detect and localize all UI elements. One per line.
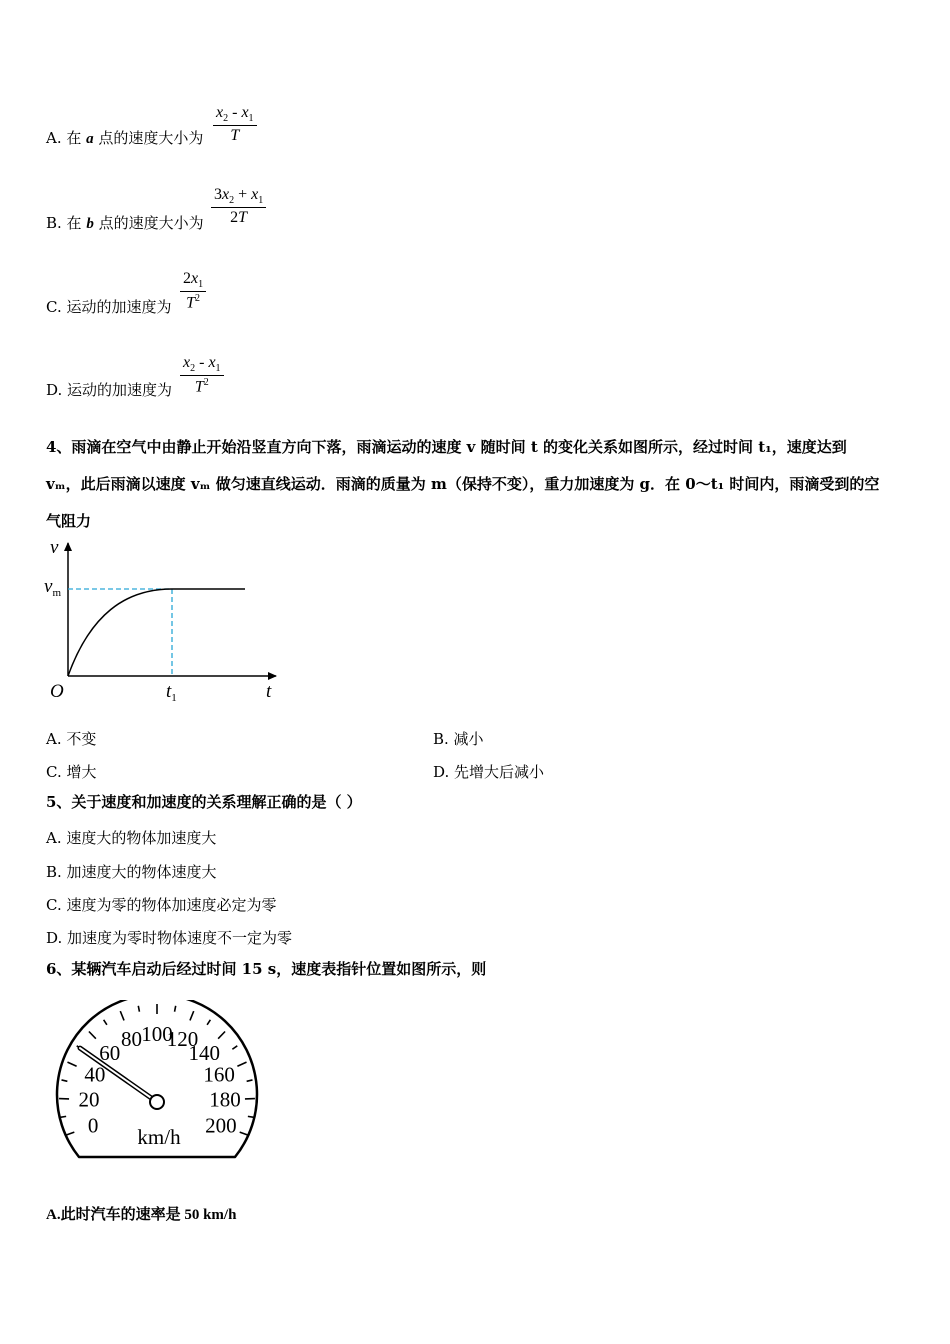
q4-option-d: D. 先增大后减小: [433, 763, 545, 781]
gauge-tick-label: 20: [78, 1087, 100, 1112]
option-d-prefix: D. 运动的加速度为: [46, 381, 173, 399]
q5-stem: 5、关于速度和加速度的关系理解正确的是（ ）: [46, 793, 362, 811]
q4-line2: vₘ，此后雨滴以速度 vₘ 做匀速直线运动．雨滴的质量为 m（保持不变），重力加速度为 g．在 0～t₁ 时间内，雨滴受到的空: [46, 475, 880, 493]
option-b-prev: [46, 212, 204, 233]
x-axis-label: t: [266, 681, 272, 702]
fraction-c-numerator: $2x_1$: [180, 270, 206, 292]
q6-stem: 6、某辆汽车启动后经过时间 15 s，速度表指针位置如图所示，则: [46, 960, 487, 978]
velocity-curve: [68, 589, 245, 676]
gauge-hub: [150, 1095, 164, 1109]
fraction-d: [180, 354, 224, 397]
origin-label: O: [50, 681, 64, 702]
fraction-a-denominator: T: [230, 127, 240, 145]
gauge-tick-label: 80: [121, 1026, 143, 1051]
gauge-tick-label: 140: [188, 1041, 220, 1066]
gauge-tick: [247, 1080, 253, 1081]
gauge-tick: [60, 1116, 66, 1117]
q4-line1: 4、雨滴在空气中由静止开始沿竖直方向下落，雨滴运动的速度 v 随时间 t 的变化关系如图所示，经过时间 t₁，速度达到: [46, 438, 847, 456]
gauge-tick: [207, 1020, 210, 1025]
gauge-tick-label: 60: [99, 1041, 121, 1066]
gauge-tick-label: 160: [203, 1062, 235, 1087]
fraction-c: [180, 270, 206, 313]
fraction-a: [213, 104, 257, 145]
fraction-a-numerator: $x_2 - x_1$: [213, 104, 257, 126]
y-axis-label: v: [50, 537, 59, 558]
fraction-c-denominator: $T^2$: [186, 293, 200, 312]
option-a-var: a: [86, 131, 94, 147]
q4-line3: 气阻力: [46, 512, 92, 530]
fraction-b-numerator: $3x_2 + x_1$: [211, 186, 266, 208]
fraction-d-denominator: $T^2$: [194, 377, 209, 396]
speedometer: [55, 1000, 265, 1165]
gauge-tick: [232, 1046, 237, 1049]
q4-option-c: C. 增大: [46, 763, 97, 781]
q5-option-b: B. 加速度大的物体速度大: [46, 863, 217, 881]
q5-option-c: C. 速度为零的物体加速度必定为零: [46, 896, 277, 914]
q4-option-a: A. 不变: [46, 730, 97, 748]
gauge-tick: [190, 1011, 194, 1020]
gauge-tick-label: 100: [141, 1022, 173, 1046]
gauge-tick: [175, 1006, 176, 1012]
q6-option-a: A.此时汽车的速率是 50 km/h: [46, 1207, 237, 1223]
fraction-d-numerator: $x_2 - x_1$: [180, 354, 224, 376]
option-b-suffix: 点的速度大小为: [93, 214, 204, 232]
gauge-unit-label: km/h: [137, 1125, 181, 1149]
t1-label: $t_1$: [166, 681, 177, 704]
fraction-b: [211, 186, 266, 227]
fraction-b-denominator: 2T: [230, 209, 248, 227]
option-b-prefix: B. 在: [46, 214, 87, 232]
q5-option-a: A. 速度大的物体加速度大: [46, 829, 217, 847]
gauge-tick-label: 200: [205, 1113, 237, 1138]
gauge-tick: [89, 1032, 96, 1039]
velocity-time-graph: [40, 535, 290, 710]
option-b-var: b: [86, 216, 94, 232]
gauge-tick: [67, 1062, 76, 1066]
option-a-prev: [46, 127, 203, 148]
gauge-tick: [218, 1032, 225, 1039]
vm-label: $v_m$: [44, 576, 61, 599]
gauge-tick: [237, 1062, 246, 1066]
option-a-suffix: 点的速度大小为: [93, 129, 204, 147]
option-d-prev: [46, 379, 172, 400]
gauge-tick-label: 180: [209, 1087, 241, 1112]
q4-option-b: B. 减小: [433, 730, 484, 748]
gauge-labels: [79, 1022, 241, 1137]
q5-option-d: D. 加速度为零时物体速度不一定为零: [46, 929, 293, 947]
gauge-tick-label: 40: [84, 1062, 106, 1087]
gauge-tick: [120, 1011, 124, 1020]
option-c-prev: [46, 296, 171, 317]
gauge-tick-label: 0: [87, 1113, 99, 1138]
gauge-tick: [138, 1006, 139, 1012]
option-a-prefix: A. 在: [46, 129, 87, 147]
gauge-tick: [104, 1020, 107, 1025]
option-c-prefix: C. 运动的加速度为: [46, 298, 172, 316]
gauge-tick: [248, 1116, 254, 1117]
gauge-tick-label: 120: [166, 1026, 199, 1051]
gauge-tick: [62, 1080, 68, 1081]
